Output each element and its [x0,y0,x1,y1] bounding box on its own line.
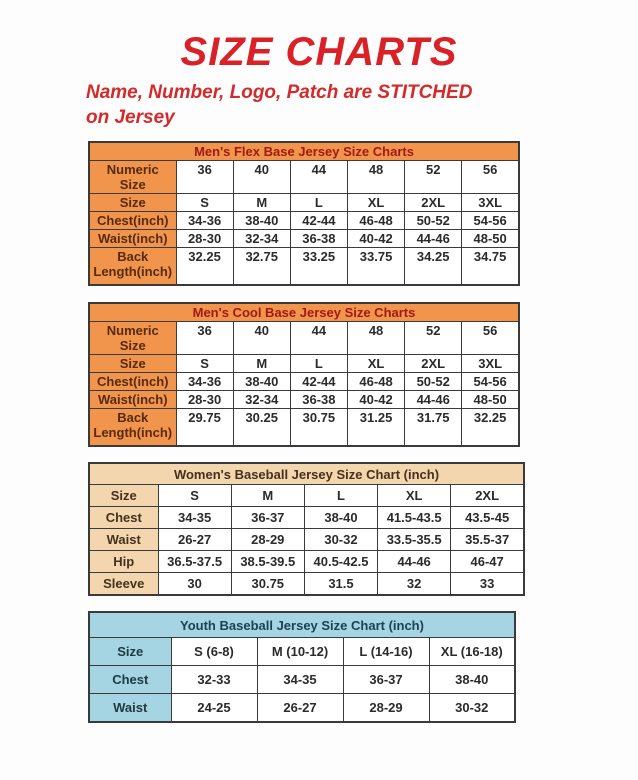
value-cell: 40 [233,161,290,194]
value-cell: 52 [405,322,462,355]
value-cell: 31.5 [304,573,377,596]
value-cell: XL [378,485,451,507]
row-label-cell: Sleeve [89,573,158,596]
row-label-cell: Chest [89,666,171,694]
value-cell: 3XL [462,194,519,212]
table-title: Women's Baseball Jersey Size Chart (inch) [89,463,524,485]
row-label-cell: Back Length(inch) [89,409,176,447]
value-cell: 30-32 [304,529,377,551]
value-cell: M [233,194,290,212]
table-body [89,161,519,286]
mens-flex-base-size-table [88,141,520,286]
value-cell: XL [347,194,404,212]
page-subtitle [86,81,568,130]
row-label-cell: Chest(inch) [89,373,176,391]
value-cell: 33.5-35.5 [378,529,451,551]
table-body [89,638,515,723]
value-cell: 32-33 [171,666,257,694]
value-cell: M [231,485,304,507]
table-row [89,638,515,666]
value-cell: L (14-16) [343,638,429,666]
value-cell: 52 [405,161,462,194]
value-cell: 34.25 [405,248,462,286]
value-cell: 30.25 [233,409,290,447]
value-cell: 38-40 [429,666,515,694]
row-label-cell: Waist [89,694,171,723]
value-cell: 54-56 [462,373,519,391]
value-cell: 2XL [405,194,462,212]
value-cell: S [176,194,233,212]
value-cell: 2XL [405,355,462,373]
value-cell: XL [347,355,404,373]
table-row [89,666,515,694]
value-cell: 38.5-39.5 [231,551,304,573]
table-row [89,391,519,409]
value-cell: 54-56 [462,212,519,230]
table-body [89,485,524,596]
value-cell: 35.5-37 [451,529,524,551]
table-title-row [89,463,524,485]
value-cell: 56 [462,322,519,355]
value-cell: 46-48 [347,373,404,391]
table-row [89,529,524,551]
row-label-cell: Size [89,194,176,212]
value-cell: 32-34 [233,230,290,248]
value-cell: 2XL [451,485,524,507]
value-cell: 36-38 [290,230,347,248]
value-cell: 30.75 [231,573,304,596]
value-cell: 33.25 [290,248,347,286]
row-label-cell: Numeric Size [89,322,176,355]
table-row [89,230,519,248]
row-label-cell: Size [89,355,176,373]
value-cell: 48-50 [462,391,519,409]
value-cell: XL (16-18) [429,638,515,666]
value-cell: 44-46 [405,391,462,409]
row-label-cell: Size [89,638,171,666]
table-row [89,355,519,373]
value-cell: 36 [176,161,233,194]
row-label-cell: Size [89,485,158,507]
value-cell: M [233,355,290,373]
table-row [89,694,515,723]
value-cell: 38-40 [304,507,377,529]
table-row [89,194,519,212]
value-cell: 34-35 [257,666,343,694]
value-cell: 34-36 [176,373,233,391]
table-row [89,248,519,286]
value-cell: 43.5-45 [451,507,524,529]
value-cell: L [304,485,377,507]
value-cell: 31.25 [347,409,404,447]
table-title-row [89,142,519,161]
value-cell: 46-47 [451,551,524,573]
value-cell: 40-42 [347,391,404,409]
value-cell: S (6-8) [171,638,257,666]
value-cell: S [176,355,233,373]
womens-baseball-size-table [88,462,525,596]
value-cell: 32.75 [233,248,290,286]
value-cell: S [158,485,231,507]
value-cell: 44-46 [378,551,451,573]
value-cell: 48 [347,161,404,194]
youth-baseball-size-table [88,611,516,723]
row-label-cell: Chest(inch) [89,212,176,230]
value-cell: 38-40 [233,373,290,391]
value-cell: 36 [176,322,233,355]
row-label-cell: Hip [89,551,158,573]
table-row [89,322,519,355]
value-cell: 24-25 [171,694,257,723]
value-cell: 26-27 [257,694,343,723]
value-cell: 46-48 [347,212,404,230]
value-cell: 41.5-43.5 [378,507,451,529]
value-cell: 50-52 [405,373,462,391]
page-title: SIZE CHARTS [180,30,458,74]
value-cell: 56 [462,161,519,194]
value-cell: 28-29 [231,529,304,551]
value-cell: M (10-12) [257,638,343,666]
value-cell: 44 [290,322,347,355]
value-cell: 28-29 [343,694,429,723]
value-cell: 30 [158,573,231,596]
subtitle-line-1: Name, Number, Logo, Patch are STITCHED [86,82,473,103]
table-row [89,507,524,529]
table-row [89,551,524,573]
value-cell: 33 [451,573,524,596]
table-title: Youth Baseball Jersey Size Chart (inch) [89,612,515,638]
value-cell: 32.25 [176,248,233,286]
value-cell: 30.75 [290,409,347,447]
table-row [89,161,519,194]
table-title: Men's Cool Base Jersey Size Charts [89,303,519,322]
row-label-cell: Numeric Size [89,161,176,194]
value-cell: 44 [290,161,347,194]
table-body [89,322,519,447]
row-label-cell: Waist [89,529,158,551]
value-cell: L [290,355,347,373]
value-cell: 36-37 [231,507,304,529]
row-label-cell: Back Length(inch) [89,248,176,286]
value-cell: 44-46 [405,230,462,248]
table-title-row [89,303,519,322]
value-cell: 33.75 [347,248,404,286]
value-cell: 42-44 [290,212,347,230]
value-cell: 34-36 [176,212,233,230]
value-cell: 28-30 [176,391,233,409]
value-cell: 34-35 [158,507,231,529]
value-cell: 40.5-42.5 [304,551,377,573]
value-cell: 36-37 [343,666,429,694]
value-cell: 28-30 [176,230,233,248]
table-title: Men's Flex Base Jersey Size Charts [89,142,519,161]
value-cell: 30-32 [429,694,515,723]
value-cell: 3XL [462,355,519,373]
value-cell: 36.5-37.5 [158,551,231,573]
value-cell: 29.75 [176,409,233,447]
subtitle-line-2: on Jersey [86,106,175,128]
table-row [89,373,519,391]
table-row [89,573,524,596]
table-row [89,212,519,230]
value-cell: 42-44 [290,373,347,391]
value-cell: 50-52 [405,212,462,230]
row-label-cell: Waist(inch) [89,230,176,248]
table-row [89,409,519,447]
row-label-cell: Waist(inch) [89,391,176,409]
mens-cool-base-size-table [88,302,520,447]
row-label-cell: Chest [89,507,158,529]
value-cell: 40 [233,322,290,355]
value-cell: 26-27 [158,529,231,551]
value-cell: 32.25 [462,409,519,447]
table-row [89,485,524,507]
value-cell: L [290,194,347,212]
value-cell: 32-34 [233,391,290,409]
value-cell: 36-38 [290,391,347,409]
value-cell: 32 [378,573,451,596]
size-charts-page [0,30,638,780]
value-cell: 48-50 [462,230,519,248]
value-cell: 34.75 [462,248,519,286]
value-cell: 40-42 [347,230,404,248]
value-cell: 48 [347,322,404,355]
value-cell: 31.75 [405,409,462,447]
table-title-row [89,612,515,638]
value-cell: 38-40 [233,212,290,230]
